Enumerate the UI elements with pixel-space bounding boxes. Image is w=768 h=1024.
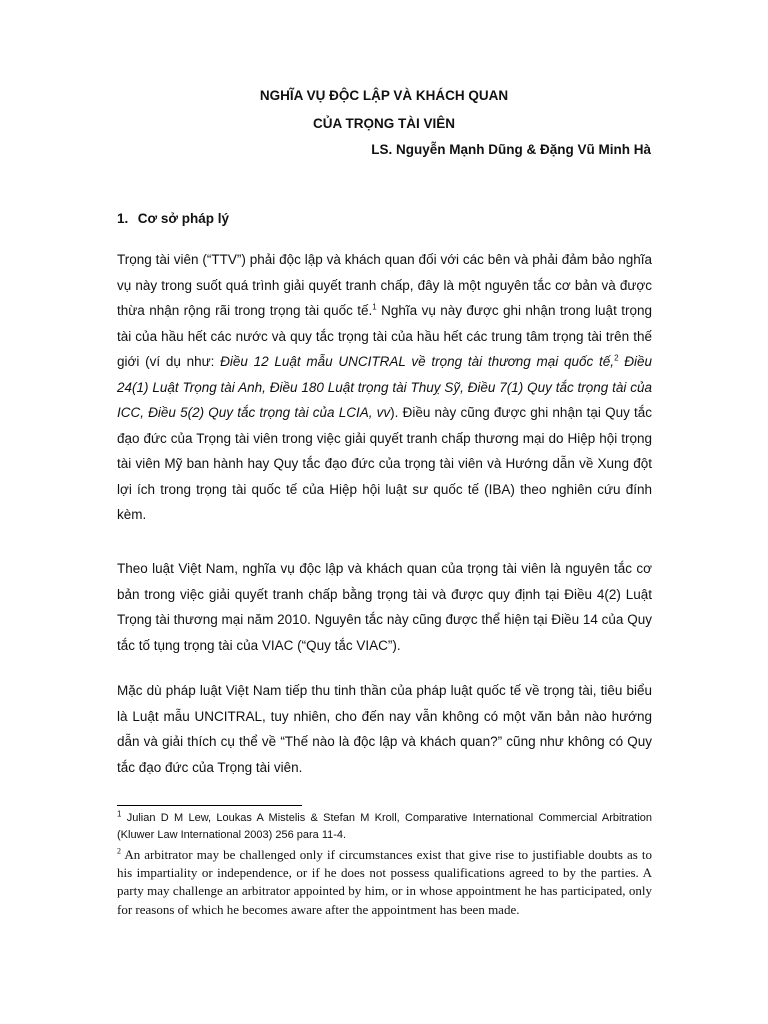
footnote-1-text: Julian D M Lew, Loukas A Mistelis & Stefan M Kroll, Comparative International Commercial Arbitration (Kluwer Law International 2003) 256 para 11-4.: [117, 812, 652, 841]
document-title-line1: NGHĨA VỤ ĐỘC LẬP VÀ KHÁCH QUAN: [259, 88, 509, 103]
footnote-ref-2[interactable]: 2: [614, 353, 619, 363]
footnote-ref-1[interactable]: 1: [372, 302, 377, 312]
paragraph-1-sentence-1: Trọng tài viên (“TTV”) phải độc lập và khách quan đối với các bên và phải đảm bảo nghĩa vụ này trong suốt quá trình giải quyết tranh chấp, đây là một nguyên tắc cơ bản và được thừa nhận rộng rãi trong trọng tài quốc tế.: [117, 252, 652, 318]
paragraph-2: [117, 556, 652, 658]
footnote-1-mark: 1: [117, 809, 122, 819]
footnote-2-text: An arbitrator may be challenged only if circumstances exist that give rise to justifiable doubts as to his impartiality or independence, or if he does not possess qualifications agreed to by the parties. A party may challenge an arbitrator appointed by him, or in whose appointment he has participated, only for reasons of which he becomes aware after the appointment has been made.: [117, 847, 652, 917]
paragraph-1-sentence-2: Nghĩa vụ này được ghi nhận trong luật trọng tài của hầu hết các nước và quy tắc trọng tài của hầu hết các trung tâm trọng tài trên thế giới (ví dụ như:: [117, 303, 652, 369]
footnote-2: [117, 846, 652, 919]
paragraph-1-citation-1: Điều 12 Luật mẫu UNCITRAL về trọng tài thương mại quốc tế,: [220, 354, 615, 369]
paragraph-2-text: Theo luật Việt Nam, nghĩa vụ độc lập và khách quan của trọng tài viên là nguyên tắc cơ bản trong việc giải quyết tranh chấp bằng trọng tài và được quy định tại Điều 4(2) Luật Trọng tài thương mại năm 2010. Nguyên tắc này cũng được thể hiện tại Điều 14 của Quy tắc tố tụng trọng tài của VIAC (“Quy tắc VIAC”).: [117, 561, 652, 653]
footnote-1: [117, 810, 652, 844]
section-number: 1.: [117, 211, 129, 226]
paragraph-1-sentence-3: ). Điều này cũng được ghi nhận tại Quy tắc đạo đức của Trọng tài viên trong việc giải quyết tranh chấp thương mại do Hiệp hội trọng tài viên Mỹ ban hành hay Quy tắc đạo đức của trọng tài viên và Hướng dẫn về Xung đột lợi ích trong trọng tài quốc tế của Hiệp hội luật sư quốc tế (IBA) theo nghiên cứu đính kèm.: [117, 405, 653, 522]
footnote-separator: [117, 805, 302, 806]
section-heading: [117, 211, 229, 226]
paragraph-1: [117, 247, 652, 528]
section-title: Cơ sở pháp lý: [137, 211, 229, 226]
paragraph-1-citation-2: Điều 24(1) Luật Trọng tài Anh, Điều 180 Luật trọng tài Thuỵ Sỹ, Điều 7(1) Quy tắc trọng tài của ICC, Điều 5(2) Quy tắc trọng tài của LCIA, vv: [117, 354, 653, 420]
footnote-2-mark: 2: [117, 846, 121, 856]
paragraph-3: [117, 678, 652, 780]
document-title-line2: CỦA TRỌNG TÀI VIÊN: [312, 116, 455, 131]
paragraph-3-text: Mặc dù pháp luật Việt Nam tiếp thu tinh thần của pháp luật quốc tế về trọng tài, tiêu biểu là Luật mẫu UNCITRAL, tuy nhiên, cho đến nay vẫn không có một văn bản nào hướng dẫn và giải thích cụ thể về “Thế nào là độc lập và khách quan?” cũng như không có Quy tắc đạo đức của Trọng tài viên.: [117, 683, 652, 775]
document-authors: LS. Nguyễn Mạnh Dũng & Đặng Vũ Minh Hà: [371, 142, 651, 157]
